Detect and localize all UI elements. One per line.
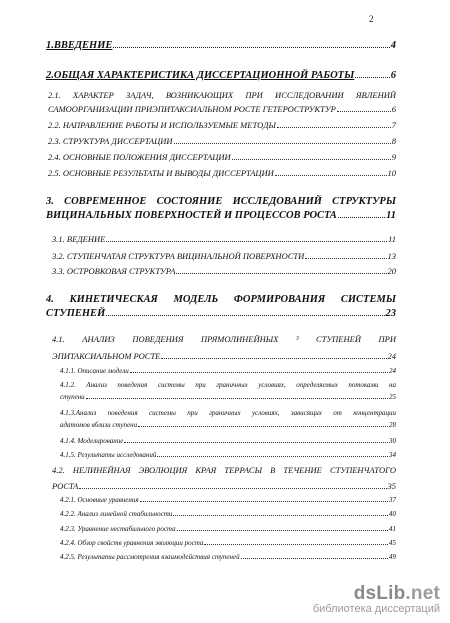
toc-entry-introduction: 1.ВВЕДЕНИЕ 4 bbox=[46, 40, 396, 51]
toc-entry-4-1-line2: ЭПИТАКСИАЛЬНОМ РОСТЕ 24 bbox=[52, 351, 396, 361]
toc-entry-2-5: 2.5. ОСНОВНЫЕ РЕЗУЛЬТАТЫ И ВЫВОДЫ ДИССЕРТАЦИИ 10 bbox=[48, 168, 396, 178]
toc-entry-chapter-4-line2: СТУПЕНЕЙ 23 bbox=[46, 308, 396, 319]
page-number: 2 bbox=[369, 14, 374, 24]
watermark-tagline: библиотека диссертаций bbox=[312, 603, 440, 615]
toc-entry-4-2-4: 4.2.4. Обзор свойств уравнения эволюции роста 45 bbox=[60, 539, 396, 547]
toc-entry-4-1-2-line1: 4.1.2. Анализ поведения системы при граничных условиях, определяемых потоками на bbox=[60, 381, 396, 389]
toc-entry-3-2: 3.2. СТУПЕНЧАТАЯ СТРУКТУРА ВИЦИНАЛЬНОЙ ПОВЕРХНОСТИ 13 bbox=[52, 251, 396, 261]
toc-entry-chapter-2: 2.ОБЩАЯ ХАРАКТЕРИСТИКА ДИССЕРТАЦИОННОЙ РАБОТЫ 6 bbox=[46, 70, 396, 81]
toc-entry-4-2-line2: РОСТА 35 bbox=[52, 481, 396, 491]
toc-entry-2-4: 2.4. ОСНОВНЫЕ ПОЛОЖЕНИЯ ДИССЕРТАЦИИ 9 bbox=[48, 152, 396, 162]
toc-entry-2-2: 2.2. НАПРАВЛЕНИЕ РАБОТЫ И ИСПОЛЬЗУЕМЫЕ МЕТОДЫ 7 bbox=[48, 120, 396, 130]
toc-entry-4-2-1: 4.2.1. Основные уравнения 37 bbox=[60, 496, 396, 504]
toc-entry-2-1-line2: САМООРГАНИЗАЦИИ ПРИЭПИТАКСИАЛЬНОМ РОСТЕ ГЕТЕРОСТРУКТУР 6 bbox=[48, 104, 396, 114]
toc-entry-4-2-3: 4.2.3. Уравнение нестабильного роста 41 bbox=[60, 525, 396, 533]
toc-entry-4-1-3-line2: адатомов вблизи ступени 28 bbox=[60, 421, 396, 429]
dslib-watermark-logo bbox=[313, 583, 440, 615]
toc-entry-3-1: 3.1. ВЕДЕНИЕ 11 bbox=[52, 234, 396, 244]
toc-entry-4-2-line1: 4.2. НЕЛИНЕЙНАЯ ЭВОЛЮЦИЯ КРАЯ ТЕРРАСЫ В ТЕЧЕНИЕ СТУПЕНЧАТОГО bbox=[52, 465, 396, 475]
toc-entry-chapter-3-line1: 3. СОВРЕМЕННОЕ СОСТОЯНИЕ ИССЛЕДОВАНИЙ СТРУКТУРЫ bbox=[46, 196, 396, 207]
toc-entry-chapter-4-line1: 4. КИНЕТИЧЕСКАЯ МОДЕЛЬ ФОРМИРОВАНИЯ СИСТЕМЫ bbox=[46, 294, 396, 305]
toc-entry-4-1-line1: 4.1. АНАЛИЗ ПОВЕДЕНИЯ ПРЯМОЛИНЕЙНЫХ ³ СТУПЕНЕЙ ПРИ bbox=[52, 334, 396, 344]
toc-entry-4-1-3-line1: 4.1.3.Анализ поведения системы при граничных условиях, зависящих от концентрации bbox=[60, 409, 396, 417]
toc-entry-3-3: 3.3. ОСТРОВКОВАЯ СТРУКТУРА 20 bbox=[52, 266, 396, 276]
toc-entry-4-1-5: 4.1.5. Результаты исследований 34 bbox=[60, 451, 396, 459]
toc-entry-4-2-5: 4.2.5. Результаты рассмотрения взаимодействия ступеней 49 bbox=[60, 553, 396, 561]
toc-entry-4-2-2: 4.2.2. Анализ линейной стабильности 40 bbox=[60, 510, 396, 518]
toc-entry-chapter-3-line2: ВИЦИНАЛЬНЫХ ПОВЕРХНОСТЕЙ И ПРОЦЕССОВ РОСТА 11 bbox=[46, 210, 396, 221]
toc-entry-4-1-4: 4.1.4. Моделирование 30 bbox=[60, 437, 396, 445]
toc-entry-2-3: 2.3. СТРУКТУРА ДИССЕРТАЦИИ 8 bbox=[48, 136, 396, 146]
toc-entry-4-1-2-line2: ступени 25 bbox=[60, 393, 396, 401]
toc-entry-2-1-line1: 2.1. ХАРАКТЕР ЗАДАЧ, ВОЗНИКАЮЩИХ ПРИ ИССЛЕДОВАНИИ ЯВЛЕНИЙ bbox=[48, 90, 396, 100]
watermark-brand: dsLib.net bbox=[353, 583, 440, 604]
toc-entry-4-1-1: 4.1.1. Описание модели 24 bbox=[60, 367, 396, 375]
